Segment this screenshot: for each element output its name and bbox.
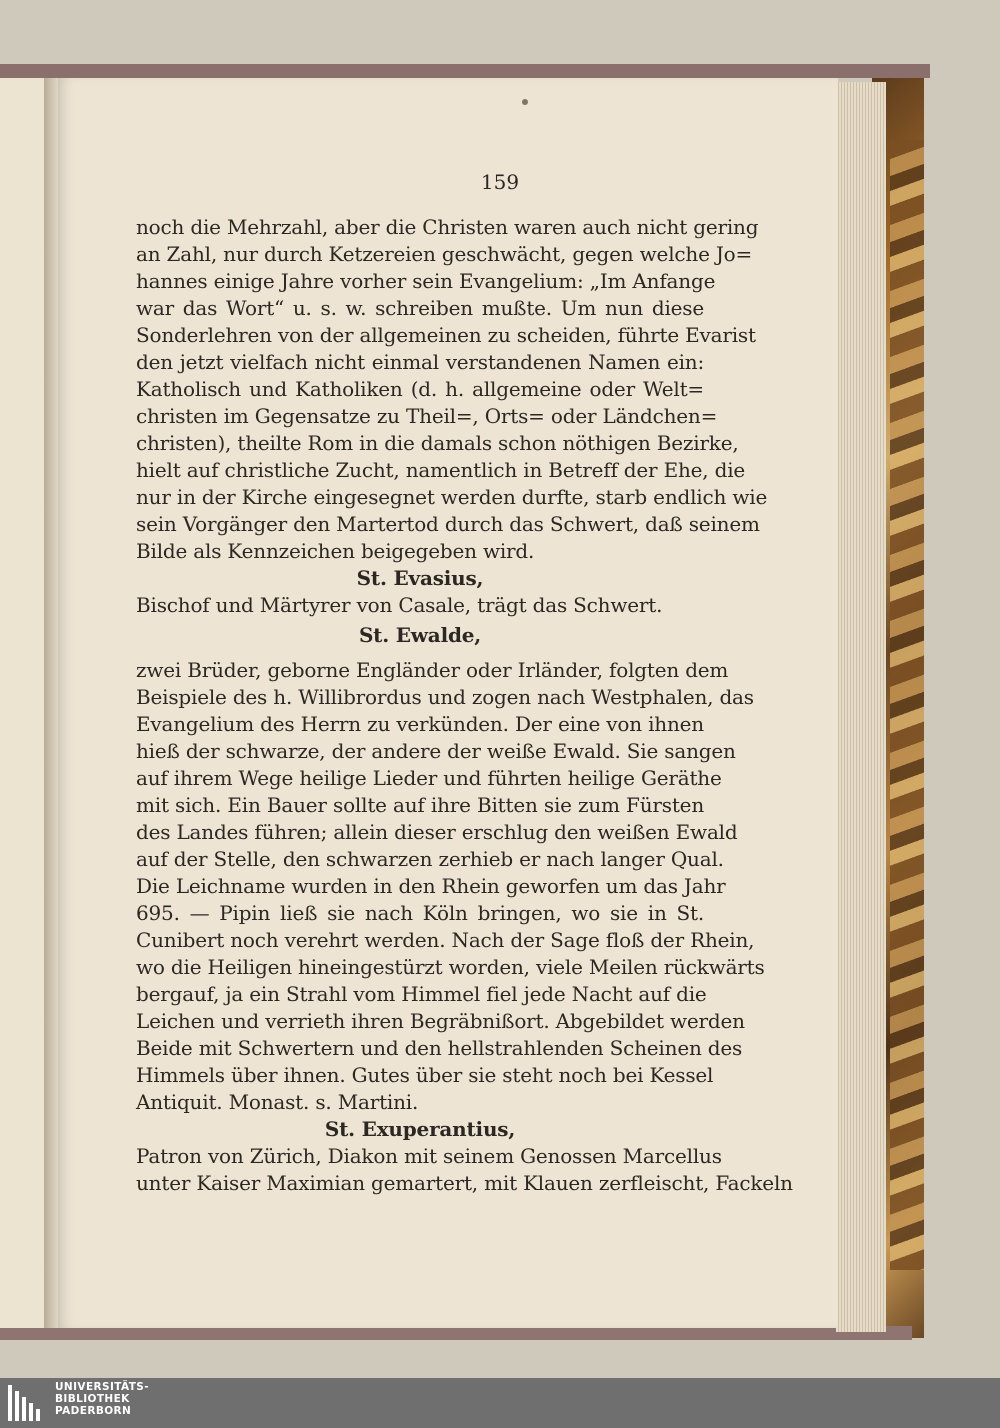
text-line: mit sich. Ein Bauer sollte auf ihre Bitten sie zum Fürsten: [136, 793, 704, 817]
text-line: Beide mit Schwertern und den hellstrahlenden Scheinen des: [136, 1036, 743, 1060]
text-line: Leichen und verrieth ihren Begräbnißort. Abgebildet werden: [136, 1009, 745, 1033]
library-name: [55, 1381, 149, 1417]
page-stack-edges: [836, 82, 886, 1332]
text-line: Himmels über ihnen. Gutes über sie steht noch bei Kessel: [136, 1063, 714, 1087]
marbled-endpaper: [890, 140, 924, 1270]
book-cover-bottom-edge: [0, 1326, 912, 1340]
text-line: Bischof und Märtyrer von Casale, trägt das Schwert.: [136, 593, 663, 617]
text-line: an Zahl, nur durch Ketzereien geschwächt, gegen welche Jo=: [136, 242, 753, 266]
text-line: zwei Brüder, geborne Engländer oder Irländer, folgten dem: [136, 658, 729, 682]
text-line: auf ihrem Wege heilige Lieder und führten heilige Geräthe: [136, 766, 722, 790]
section-heading: St. Exuperantius,: [324, 1117, 516, 1141]
text-line: den jetzt vielfach nicht einmal verstandenen Namen ein:: [136, 350, 704, 374]
text-line: hieß der schwarze, der andere der weiße Ewald. Sie sangen: [136, 739, 736, 763]
text-line: hielt auf christliche Zucht, namentlich in Betreff der Ehe, die: [136, 458, 746, 482]
text-line: Evangelium des Herrn zu verkünden. Der eine von ihnen: [136, 712, 704, 736]
text-line: noch die Mehrzahl, aber die Christen waren auch nicht gering: [136, 215, 759, 239]
text-line: Sonderlehren von der allgemeinen zu scheiden, führte Evarist: [136, 323, 756, 347]
book-cover-top-edge: [0, 64, 930, 78]
text-line: hannes einige Jahre vorher sein Evangelium: „Im Anfange: [136, 269, 716, 293]
text-line: Cunibert noch verehrt werden. Nach der Sage floß der Rhein,: [136, 928, 755, 952]
text-line: 695. — Pipin ließ sie nach Köln bringen, wo sie in St.: [136, 901, 704, 925]
library-footer-bar: [0, 1378, 1000, 1428]
text-line: auf der Stelle, den schwarzen zerhieb er nach langer Qual.: [136, 847, 724, 871]
text-line: christen im Gegensatze zu Theil=, Orts= oder Ländchen=: [136, 404, 718, 428]
text-line: Beispiele des h. Willibrordus und zogen nach Westphalen, das: [136, 685, 754, 709]
text-line: unter Kaiser Maximian gemartert, mit Klauen zerfleischt, Fackeln: [136, 1171, 793, 1195]
text-line: Katholisch und Katholiken (d. h. allgemeine oder Welt=: [136, 377, 704, 401]
text-line: des Landes führen; allein dieser erschlug den weißen Ewald: [136, 820, 738, 844]
text-line: war das Wort“ u. s. w. schreiben mußte. Um nun diese: [136, 296, 704, 320]
section-heading: St. Ewalde,: [358, 623, 482, 647]
library-name-line: BIBLIOTHEK: [55, 1393, 130, 1405]
page-number: 159: [480, 170, 520, 194]
left-page-edge: [0, 78, 46, 1328]
text-line: Bilde als Kennzeichen beigegeben wird.: [136, 539, 535, 563]
text-line: wo die Heiligen hineingestürzt worden, viele Meilen rückwärts: [136, 955, 765, 979]
page-spot: [522, 99, 528, 105]
library-name-line: PADERBORN: [55, 1405, 132, 1417]
text-line: christen), theilte Rom in die damals schon nöthigen Bezirke,: [136, 431, 739, 455]
text-line: bergauf, ja ein Strahl vom Himmel fiel jede Nacht auf die: [136, 982, 707, 1006]
section-heading: St. Evasius,: [356, 566, 484, 590]
text-line: Patron von Zürich, Diakon mit seinem Genossen Marcellus: [136, 1144, 722, 1168]
library-logo-icon: [6, 1383, 46, 1423]
text-line: sein Vorgänger den Martertod durch das Schwert, daß seinem: [136, 512, 760, 536]
text-line: Die Leichname wurden in den Rhein geworfen um das Jahr: [136, 874, 726, 898]
text-line: Antiquit. Monast. s. Martini.: [136, 1090, 419, 1114]
text-line: nur in der Kirche eingesegnet werden durfte, starb endlich wie: [136, 485, 768, 509]
library-name-line: UNIVERSITÄTS-: [55, 1381, 150, 1393]
